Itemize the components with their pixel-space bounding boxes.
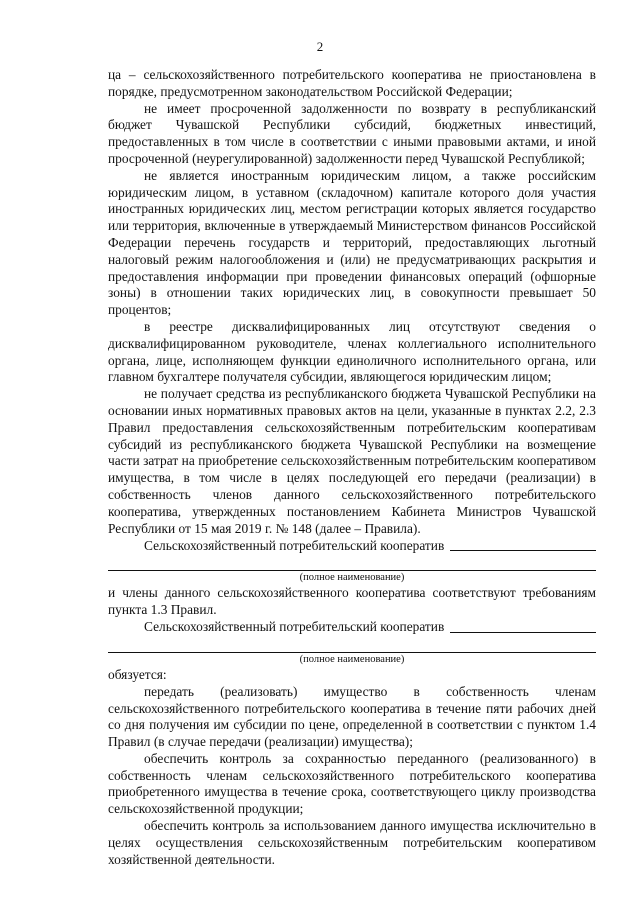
coop-name-blank-2[interactable] bbox=[450, 619, 596, 633]
coop-name-line-2[interactable] bbox=[108, 636, 596, 653]
paragraph-continuation: ца – сельскохозяйственного потребительского кооператива не приостановлена в порядке, предусмотренном законодательством Российской Федерации; bbox=[108, 67, 596, 99]
caption-full-name-2: (полное наименование) bbox=[299, 653, 405, 665]
coop-label-2: Сельскохозяйственный потребительский кооператив bbox=[144, 619, 445, 635]
paragraph-not-foreign: не является иностранным юридическим лицом, а также российским юридическим лицом, в уставном (складочном) капитале которого доля участия иностранных юридических лиц, местом регистрации которых является государство или территория, включенные в утверждаемый Министерством финансов Российской Федерации перечень государств и территорий, предоставляющих льготный налоговый режим налогообложения и (или) не предусматривающих раскрытия и предоставления информации при проведении финансовых операций (офшорные зоны) в отношении таких юридических лиц, в совокупности превышает 50 процентов; bbox=[108, 167, 596, 318]
coop-name-line-1[interactable] bbox=[108, 554, 596, 571]
paragraph-control-usage: обеспечить контроль за использованием данного имущества исключительно в целях осуществления сельскохозяйственным потребительским кооперативом хозяйственной деятельности. bbox=[108, 818, 596, 867]
paragraph-control-safety: обеспечить контроль за сохранностью переданного (реализованного) в собственность членам сельскохозяйственного потребительского кооператива приобретенного имущества в течение срока, соответствующего циклу производства сельскохозяйственной продукции; bbox=[108, 750, 596, 817]
paragraph-no-debt: не имеет просроченной задолженности по возврату в республиканский бюджет Чувашской Республики субсидий, бюджетных инвестиций, предоставленных в том числе в соответствии с иными правовыми актами, и иной просроченной (неурегулированной) задолженности перед Чувашской Республикой; bbox=[108, 100, 596, 166]
coop-name-row-2 bbox=[108, 619, 596, 636]
paragraph-disqualified-registry: в реестре дисквалифицированных лиц отсутствуют сведения о дисквалифицированном руководителе, членах коллегиального исполнительного органа, лице, исполняющем функции единоличного исполнительного органа, или главном бухгалтере получателя субсидии, являющегося юридическим лицом; bbox=[108, 318, 596, 385]
paragraph-transfer-property: передать (реализовать) имущество в собственность членам сельскохозяйственного потребительского кооператива в течение пяти рабочих дней со дня получения им субсидии по цене, определенной в соответствии с пунктом 1.4 Правил (в случае передачи (реализации) имущества); bbox=[108, 683, 596, 750]
paragraph-requirements: и члены данного сельскохозяйственного кооператива соответствуют требованиям пункта 1.3 Правил. bbox=[108, 585, 596, 618]
paragraph-no-other-funds: не получает средства из республиканского бюджета Чувашской Республики на основании иных нормативных правовых актов на цели, указанные в пунктах 2.2, 2.3 Правил предоставления сельскохозяйственным потребительским кооперативам субсидий из республиканского бюджета Чувашской Республики на возмещение части затрат на приобретение сельскохозяйственным потребительским кооперативом имущества, в том числе в целях последующей его передачи (реализации) в собственность членов данного сельскохозяйственного потребительского кооператива, утвержденных постановлением Кабинета Министров Чувашской Республики от 15 мая 2019 г. № 148 (далее – Правила). bbox=[108, 386, 596, 536]
caption-full-name-1: (полное наименование) bbox=[299, 572, 405, 584]
document-body bbox=[108, 67, 596, 868]
coop-name-blank-1[interactable] bbox=[450, 537, 596, 551]
paragraph-obligates: обязуется: bbox=[108, 666, 167, 682]
page-number: 2 bbox=[316, 39, 324, 54]
coop-label-1: Сельскохозяйственный потребительский кооператив bbox=[144, 537, 445, 553]
coop-name-row-1 bbox=[108, 537, 596, 554]
